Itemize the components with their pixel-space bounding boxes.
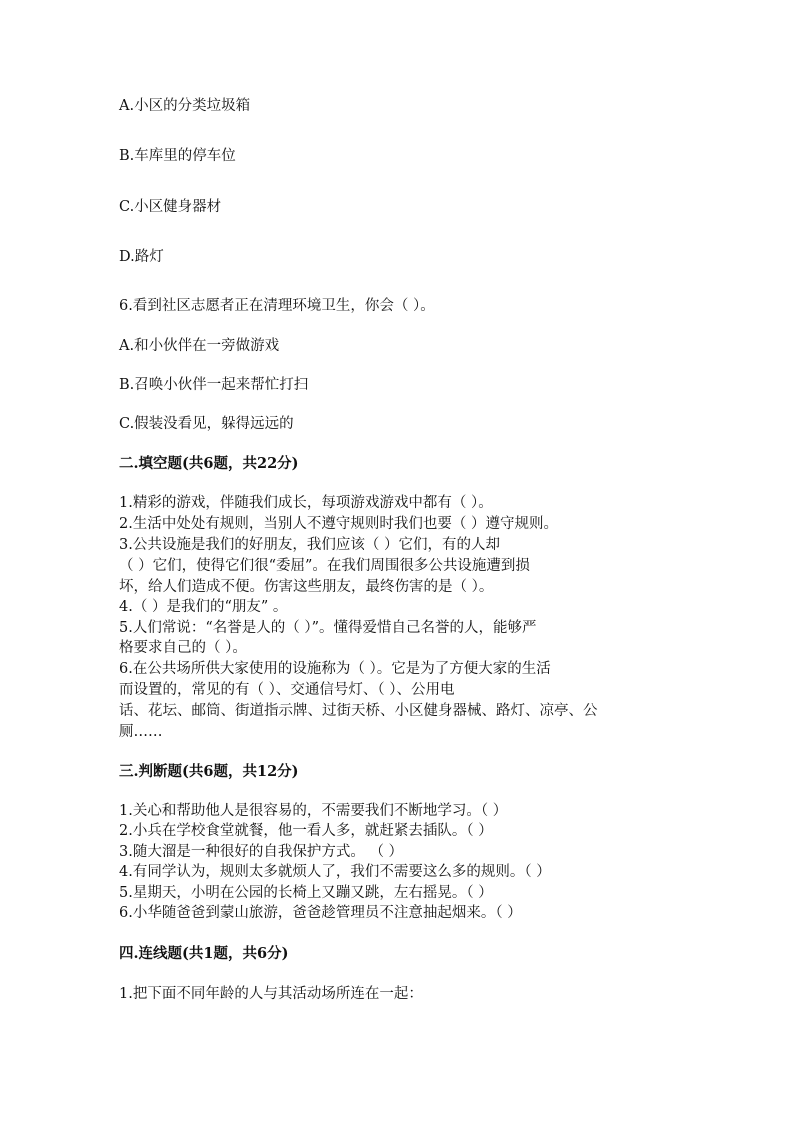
section3-line-3: 3.随大溜是一种很好的自我保护方式。 （ ） (119, 844, 404, 860)
section3-line-1: 1.关心和帮助他人是很容易的，不需要我们不断地学习。（ ） (119, 803, 508, 819)
section2-title: 二.填空题(共6题，共22分) (119, 455, 299, 472)
q5-option-a: A.小区的分类垃圾箱 (119, 98, 251, 114)
section2-line-12: 厕…… (119, 724, 163, 740)
q5-option-c: C.小区健身器材 (119, 199, 222, 215)
q6-option-a: A.和小伙伴在一旁做游戏 (119, 338, 280, 354)
q6-option-b: B.召唤小伙伴一起来帮忙打扫 (119, 377, 309, 393)
section2-line-8: 格要求自己的（ ）。 (119, 640, 247, 656)
q6-option-c: C.假装没看见，躲得远远的 (119, 416, 294, 432)
section4-q1: 1.把下面不同年龄的人与其活动场所连在一起： (119, 986, 423, 1002)
section2-line-11: 话、花坛、邮筒、街道指示牌、过街天桥、小区健身器械、路灯、凉亭、公 (119, 703, 598, 719)
section2-line-3: 3.公共设施是我们的好朋友，我们应该（ ）它们，有的人却 (119, 537, 500, 553)
section3-line-2: 2.小兵在学校食堂就餐，他一看人多，就赶紧去插队。（ ） (119, 823, 493, 839)
q6-stem: 6.看到社区志愿者正在清理环境卫生，你会（ ）。 (119, 298, 435, 314)
section2-line-5: 坏，给人们造成不便。伤害这些朋友，最终伤害的是（ ）。 (119, 579, 494, 595)
section3-line-5: 5.星期天，小明在公园的长椅上又蹦又跳，左右摇晃。（ ） (119, 885, 493, 901)
section4-title: 四.连线题(共1题，共6分) (119, 945, 289, 962)
section2-line-1: 1.精彩的游戏，伴随我们成长，每项游戏游戏中都有（ ）。 (119, 495, 493, 511)
section2-line-10: 而设置的，常见的有（ ）、交通信号灯、（ ）、公用电 (119, 682, 455, 698)
section2-line-4: （ ）它们，使得它们很“委屈”。在我们周围很多公共设施遭到损 (119, 558, 530, 574)
section3-title: 三.判断题(共6题，共12分) (119, 763, 299, 780)
q5-option-d: D.路灯 (119, 249, 164, 265)
section2-line-7: 5.人们常说：“名誉是人的（ ）”。懂得爱惜自己名誉的人，能够严 (119, 620, 537, 636)
section3-line-4: 4.有同学认为，规则太多就烦人了，我们不需要这么多的规则。（ ） (119, 864, 551, 880)
q5-option-b: B.车库里的停车位 (119, 148, 236, 164)
section2-line-2: 2.生活中处处有规则，当别人不遵守规则时我们也要（ ）遵守规则。 (119, 516, 558, 532)
section2-line-9: 6.在公共场所供大家使用的设施称为（ ）。它是为了方便大家的生活 (119, 661, 551, 677)
section2-line-6: 4.（ ）是我们的“朋友” 。 (119, 599, 288, 615)
section3-line-6: 6.小华随爸爸到蒙山旅游，爸爸趁管理员不注意抽起烟来。（ ） (119, 905, 522, 921)
